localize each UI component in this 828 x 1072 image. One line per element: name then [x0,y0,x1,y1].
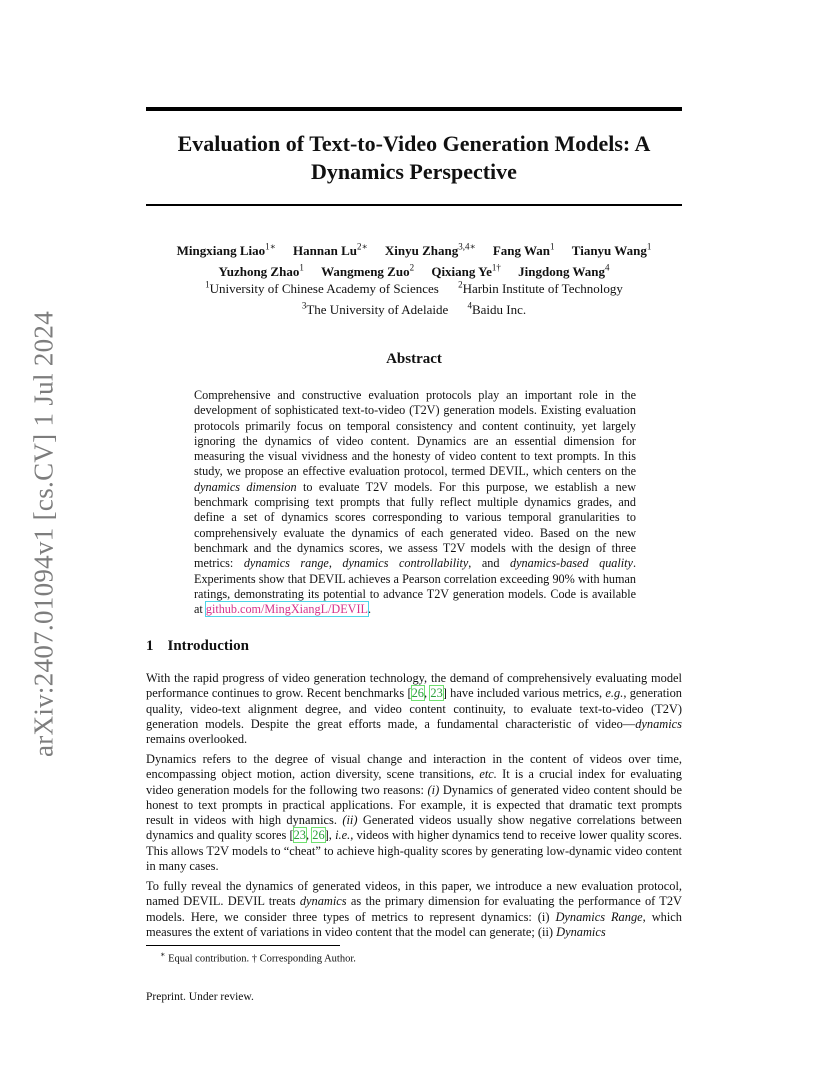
abstract-heading: Abstract [386,351,442,367]
code-link[interactable]: github.com/MingXiangL/DEVIL [205,602,368,617]
citation-link[interactable]: 23 [430,686,443,701]
author-list [146,239,682,280]
author-name: Fang Wan$^1$ [492,242,555,259]
affiliation-list [146,277,682,318]
author-name: Hannan $Lu^{2∗}$ [293,242,368,259]
citation-link[interactable]: 26 [312,828,325,843]
title-top-rule [146,107,682,111]
affiliation: $^3$The University of Adelaide [301,300,449,317]
paper-title: Evaluation of Text-to-Video Generation Models: A Dynamics Perspective [177,131,651,184]
affiliation: $^4$Baidu Inc. [467,300,527,317]
footnote: ∗ Equal contribution. † Corresponding Author. [160,950,356,965]
citation-link[interactable]: 26 [411,686,424,701]
author-name: Yuzhong Zhao$^1$ [218,262,304,279]
author-name: Jingdong Wang$^4$ [518,262,610,279]
footer-note: Preprint. Under review. [146,991,254,1003]
author-name: Mingxiang Liao$^{1∗}$ [176,242,276,259]
author-name: Xinyu Zhang$^{3,4∗}$ [384,242,476,259]
affiliation: $^1$University of Chinese Academy of Sciences [205,280,439,297]
title-bottom-rule [146,204,682,206]
intro-paragraph-2: Dynamics refers to the degree of visual change and interaction in the content of videos over time, encompassing object motion, action diversity, scene transitions, etc. It is a crucial index for evaluating video generation models for the following two reasons: (i) Dynamics of generated video content should be honest to text prompts in practical applications. For example, it is expected that dramatic text prompts result in videos with high dynamics. (ii) Generated videos usually show negative correlations between dynamics and quality scores [23, 26], i.e., videos with higher dynamics tend to receive lower quality scores. This allows T2V models to “cheat” to achieve high-quality scores by generating low-dynamic video content in many cases. [146,752,682,874]
section-number: 1 [146,638,154,654]
author-name: Wangmeng Zuo$^2$ [321,262,415,279]
section-heading-introduction [146,638,249,655]
author-name: Qixiang $Ye^{1\dagger}$ [431,262,501,279]
citation-link[interactable]: 23 [293,828,306,843]
author-name: Tianyu Wang$^1$ [571,242,652,259]
abstract-body: Comprehensive and constructive evaluation protocols play an important role in the development of sophisticated text-to-video (T2V) generation models. Existing evaluation protocols primarily focus on temporal consistency and content continuity, yet largely ignoring the dynamics of video content. Dynamics are an essential dimension for measuring the visual vividness and the honesty of video content to text prompts. In this study, we propose an effective evaluation protocol, termed DEVIL, which centers on the dynamics dimension to evaluate T2V models. For this purpose, we establish a new benchmark comprising text prompts that fully reflect multiple dynamics grades, and define a set of dynamics scores corresponding to various temporal granularities to comprehensively evaluate the dynamics of each generated video. Based on the new benchmark and the dynamics scores, we assess T2V models with the design of three metrics: dynamics range, dynamics controllability, and dynamics-based quality. Experiments show that DEVIL achieves a Pearson correlation exceeding 90% with human ratings, demonstrating its potential to advance T2V generation models. Code is available at github.com/MingXiangL/DEVIL. [194,388,636,617]
arxiv-sidebar-id: arXiv:2407.01094v1 [cs.CV] 1 Jul 2024 [28,310,59,758]
footnote-rule [146,945,340,946]
section-title: Introduction [167,638,249,654]
intro-paragraph-3: To fully reveal the dynamics of generated videos, in this paper, we introduce a new evaluation protocol, named DEVIL. DEVIL treats dynamics as the primary dimension for evaluating the performance of T2V models. Here, we consider three types of metrics to represent dynamics: (i) Dynamics Range, which measures the extent of variations in video content that the model can generate; (ii) Dynamics [146,879,682,939]
intro-paragraph-1: With the rapid progress of video generation technology, the demand of comprehensively evaluating model performance continues to grow. Recent benchmarks [26, 23] have included various metrics, e.g., generation quality, video-text alignment degree, and video content continuity, to evaluate text-to-video (T2V) generation models. Despite the great efforts made, a fundamental characteristic of video—dynamics remains overlooked. [146,671,682,747]
affiliation: $^2$Harbin Institute of Technology [458,280,623,297]
